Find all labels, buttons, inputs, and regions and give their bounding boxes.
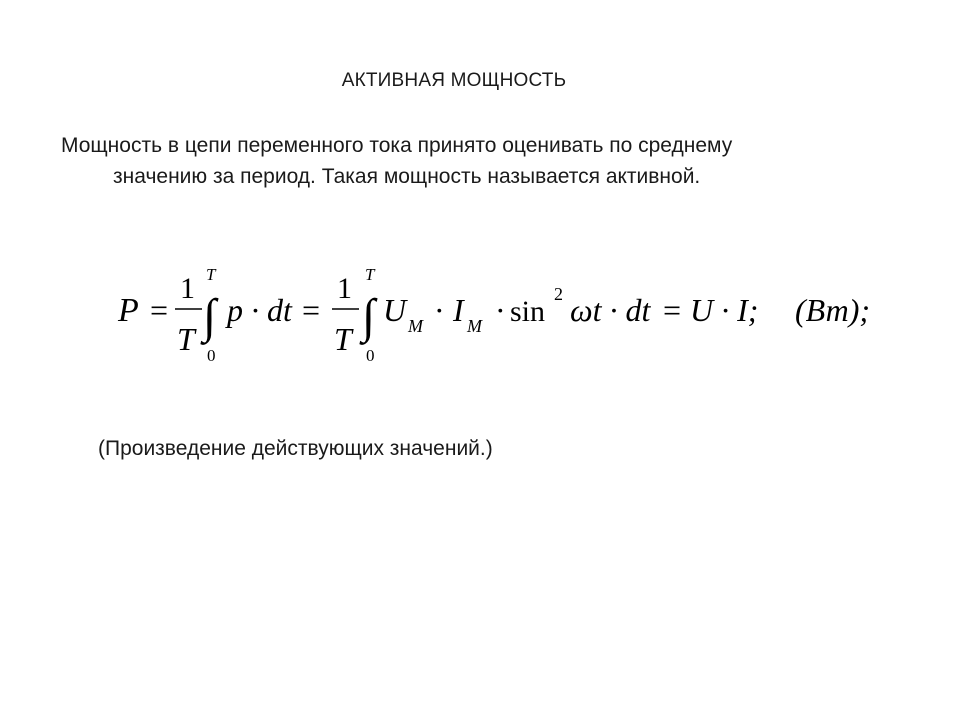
integral-1-sign: ∫ bbox=[203, 290, 217, 343]
fraction-1-numerator: 1 bbox=[180, 272, 195, 305]
integral-2-upper: T bbox=[365, 265, 375, 284]
formula-dot-1: · bbox=[434, 292, 445, 328]
formula-U: U bbox=[383, 292, 407, 328]
formula-term-p-dt: p · dt bbox=[227, 292, 292, 328]
formula-eq-2: = bbox=[302, 292, 321, 328]
paragraph-line-2: значению за период. Такая мощность называется активной. bbox=[113, 165, 701, 188]
formula-I-subscript: M bbox=[467, 316, 482, 336]
formula-omega-t-dt: ωt · dt bbox=[570, 292, 651, 328]
formula-I: I bbox=[453, 292, 464, 328]
formula-dot-2: · bbox=[495, 292, 506, 328]
formula-eq-1: = bbox=[150, 292, 169, 328]
formula-unit: (Вт); bbox=[795, 292, 871, 328]
formula-sin: sin bbox=[510, 295, 546, 328]
integral-1-lower: 0 bbox=[207, 346, 216, 365]
formula-P: P bbox=[118, 292, 139, 329]
formula-sin-exponent: 2 bbox=[554, 284, 563, 304]
integral-1-upper: T bbox=[206, 265, 216, 284]
fraction-1-denominator: T bbox=[177, 321, 195, 357]
integral-2-sign: ∫ bbox=[362, 290, 376, 343]
formula-U-subscript: M bbox=[408, 316, 423, 336]
formula-eq-3: = bbox=[663, 292, 682, 328]
slide-title: АКТИВНАЯ МОЩНОСТЬ bbox=[341, 70, 567, 91]
formula-rhs: U · I; bbox=[690, 292, 759, 328]
fraction-2-denominator: T bbox=[334, 321, 352, 357]
paragraph-line-1: Мощность в цепи переменного тока принято оценивать по среднему bbox=[61, 134, 733, 157]
active-power-formula bbox=[110, 260, 910, 370]
note: (Произведение действующих значений.) bbox=[98, 437, 493, 460]
integral-2-lower: 0 bbox=[366, 346, 375, 365]
fraction-2-numerator: 1 bbox=[337, 272, 352, 305]
paragraph bbox=[61, 130, 881, 192]
